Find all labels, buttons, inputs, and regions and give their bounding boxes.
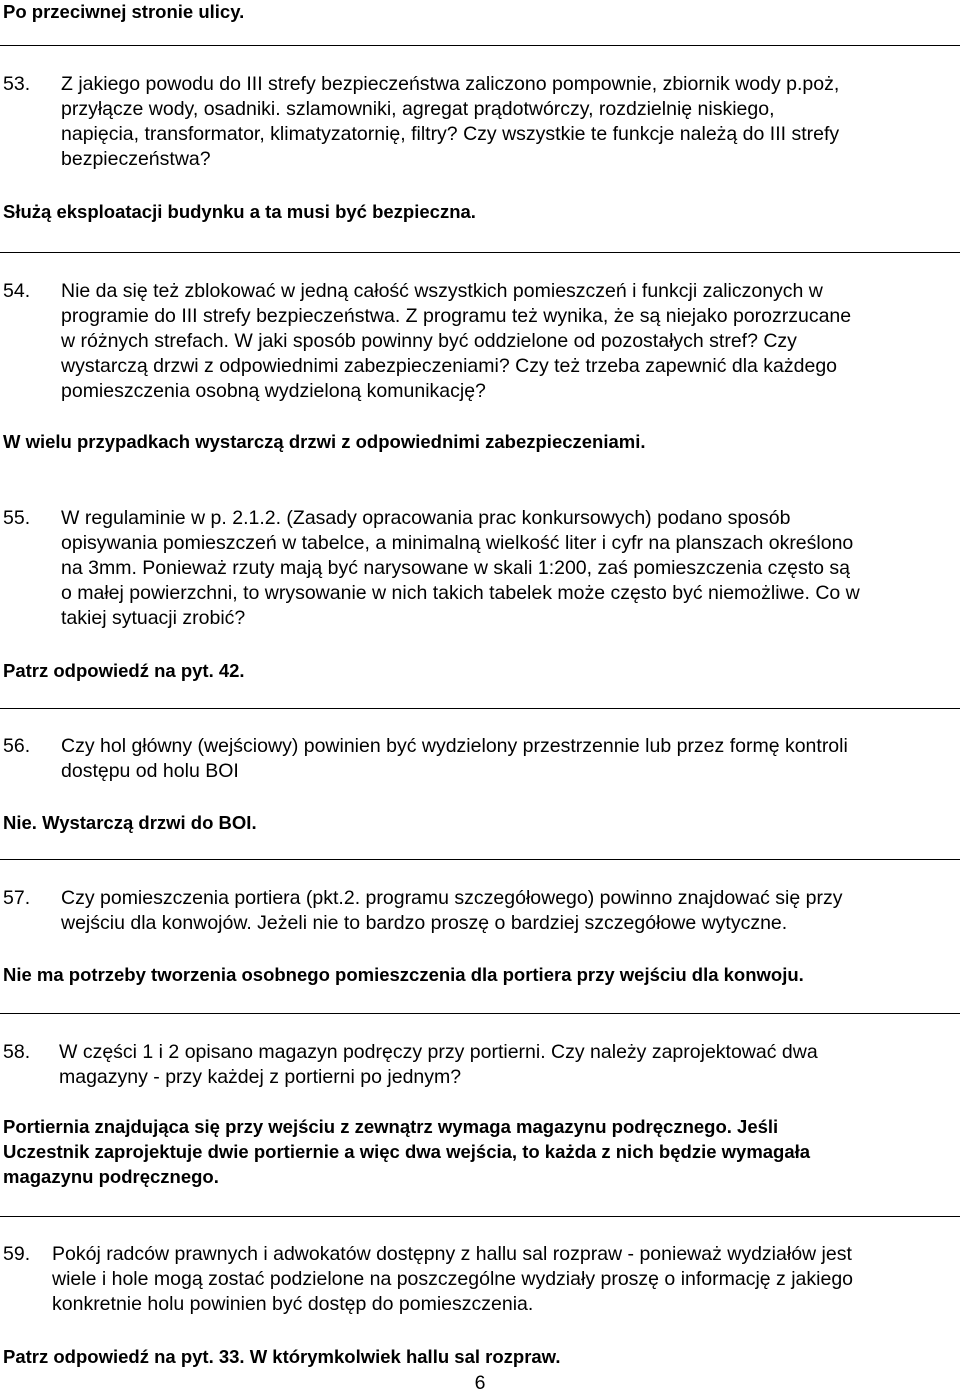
question-text-line: o małej powierzchni, to wrysowanie w nich takich tabelek może często być niemożliwe. Co w bbox=[61, 582, 860, 604]
question-text-line: w różnych strefach. W jaki sposób powinny być oddzielone od pozostałych stref? Czy bbox=[61, 330, 797, 352]
question-text-line: magazyny - przy każdej z portierni po jednym? bbox=[59, 1066, 462, 1088]
question-text-line: Z jakiego powodu do III strefy bezpieczeństwa zaliczono pompownie, zbiornik wody p.poż, bbox=[61, 73, 840, 95]
question-number: 53. bbox=[3, 73, 31, 95]
divider bbox=[0, 1013, 960, 1014]
divider bbox=[0, 252, 960, 253]
question-text-line: programie do III strefy bezpieczeństwa. Z programu też wynika, że są niejako porozrzucane bbox=[61, 305, 852, 327]
question-text-line: Czy hol główny (wejściowy) powinien być wydzielony przestrzennie lub przez formę kontroli bbox=[61, 735, 848, 757]
question-text-line: Czy pomieszczenia portiera (pkt.2. programu szczegółowego) powinno znajdować się przy bbox=[61, 887, 843, 909]
question-text-line: Pokój radców prawnych i adwokatów dostępny z hallu sal rozpraw - ponieważ wydziałów jest bbox=[52, 1243, 852, 1265]
answer-text-line: Służą eksploatacji budynku a ta musi być bezpieczna. bbox=[3, 201, 476, 222]
answer-text-line: W wielu przypadkach wystarczą drzwi z odpowiednimi zabezpieczeniami. bbox=[3, 431, 646, 452]
question-text-line: konkretnie holu powinien być dostęp do pomieszczenia. bbox=[52, 1293, 534, 1315]
question-number: 57. bbox=[3, 887, 31, 909]
question-text-line: W części 1 i 2 opisano magazyn podręczy przy portierni. Czy należy zaprojektować dwa bbox=[59, 1041, 818, 1063]
question-text-line: takiej sytuacji zrobić? bbox=[61, 607, 246, 629]
answer-text-line: magazynu podręcznego. bbox=[3, 1166, 219, 1187]
question-number: 54. bbox=[3, 280, 31, 302]
divider bbox=[0, 1216, 960, 1217]
answer-text-line: Portiernia znajdująca się przy wejściu z zewnątrz wymaga magazynu podręcznego. Jeśli bbox=[3, 1116, 779, 1137]
question-number: 59. bbox=[3, 1243, 31, 1265]
answer-text-line: Nie. Wystarczą drzwi do BOI. bbox=[3, 812, 257, 833]
question-number: 58. bbox=[3, 1041, 31, 1063]
header-answer: Po przeciwnej stronie ulicy. bbox=[3, 1, 245, 22]
question-number: 55. bbox=[3, 507, 31, 529]
divider bbox=[0, 45, 960, 46]
question-text-line: dostępu od holu BOI bbox=[61, 760, 239, 782]
page-number: 6 bbox=[474, 1372, 486, 1394]
answer-text-line: Patrz odpowiedź na pyt. 33. W którymkolwiek hallu sal rozpraw. bbox=[3, 1346, 561, 1367]
question-text-line: wiele i hole mogą zostać podzielone na poszczególne wydziały proszę o informację z jakiego bbox=[52, 1268, 854, 1290]
question-text-line: bezpieczeństwa? bbox=[61, 148, 211, 170]
question-text-line: Nie da się też zblokować w jedną całość wszystkich pomieszczeń i funkcji zaliczonych w bbox=[61, 280, 823, 302]
question-text-line: opisywania pomieszczeń w tabelce, a minimalną wielkość liter i cyfr na planszach określono bbox=[61, 532, 854, 554]
answer-text-line: Nie ma potrzeby tworzenia osobnego pomieszczenia dla portiera przy wejściu dla konwoju. bbox=[3, 964, 804, 985]
divider bbox=[0, 708, 960, 709]
question-text-line: W regulaminie w p. 2.1.2. (Zasady opracowania prac konkursowych) podano sposób bbox=[61, 507, 791, 529]
question-text-line: na 3mm. Ponieważ rzuty mają być narysowane w skali 1:200, zaś pomieszczenia często są bbox=[61, 557, 851, 579]
question-text-line: wystarczą drzwi z odpowiednimi zabezpieczeniami? Czy też trzeba zapewnić dla każdego bbox=[61, 355, 838, 377]
divider bbox=[0, 859, 960, 860]
question-text-line: wejściu dla konwojów. Jeżeli nie to bardzo proszę o bardziej szczegółowe wytyczne. bbox=[61, 912, 788, 934]
answer-text-line: Patrz odpowiedź na pyt. 42. bbox=[3, 660, 245, 681]
question-number: 56. bbox=[3, 735, 31, 757]
question-text-line: przyłącze wody, osadniki. szlamowniki, agregat prądotwórczy, rozdzielnię niskiego, bbox=[61, 98, 775, 120]
question-text-line: napięcia, transformator, klimatyzatornię, filtry? Czy wszystkie te funkcje należą do III strefy bbox=[61, 123, 840, 145]
question-text-line: pomieszczenia osobną wydzieloną komunikację? bbox=[61, 380, 486, 402]
answer-text-line: Uczestnik zaprojektuje dwie portiernie a więc dwa wejścia, to każda z nich będzie wymagała bbox=[3, 1141, 811, 1162]
